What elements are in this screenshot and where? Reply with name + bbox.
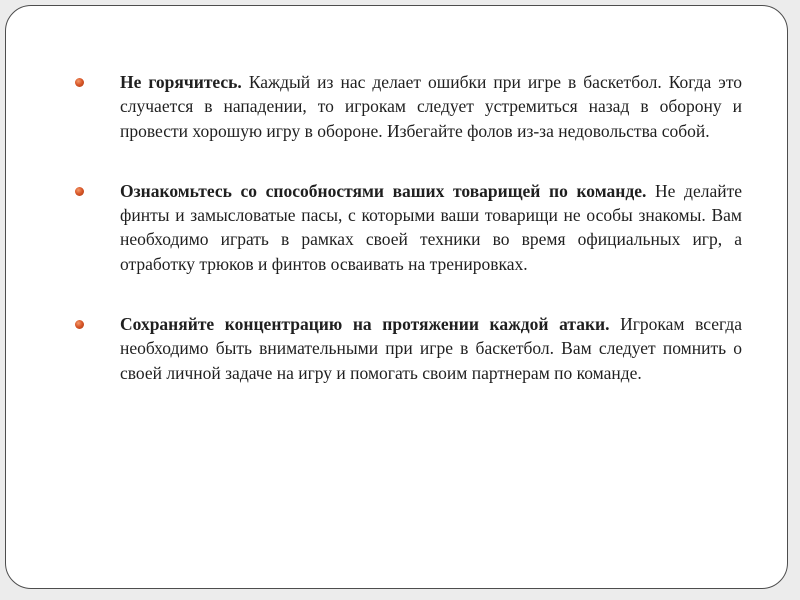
bullet-dot-icon: [75, 187, 84, 196]
slide: [5, 5, 788, 589]
bullet-text: Не делайте финты и замысловатые пасы, с которыми ваши товарищи не особы знакомы. Вам необходимо играть в рамках своей техники во время официальных игр, а отработку трюков и финтов осваивать на тренировках.: [120, 180, 742, 274]
bullet-dot-icon: [75, 78, 84, 87]
bullet-heading: Не горячитесь.: [120, 72, 242, 92]
bullet-list: [66, 70, 742, 421]
bullet-item: [66, 70, 742, 143]
bullet-heading: Ознакомьтесь со способностями ваших товарищей по команде.: [120, 180, 647, 201]
bullet-heading: Сохраняйте концентрацию на протяжении каждой атаки.: [120, 314, 610, 335]
bullet-text: Игрокам всегда необходимо быть внимательными при игре в баскетбол. Вам следует помнить о своей личной задаче на игру и помогать своим партнерам по команде.: [120, 314, 742, 383]
bullet-item: [66, 179, 742, 276]
bullet-text: Каждый из нас делает ошибки при игре в баскетбол. Когда это случается в нападении, то игрокам следует устремиться назад в оборону и провести хорошую игру в обороне. Избегайте фолов из-за недовольства собой.: [120, 72, 742, 141]
bullet-item: [66, 312, 742, 385]
bullet-dot-icon: [75, 320, 84, 329]
